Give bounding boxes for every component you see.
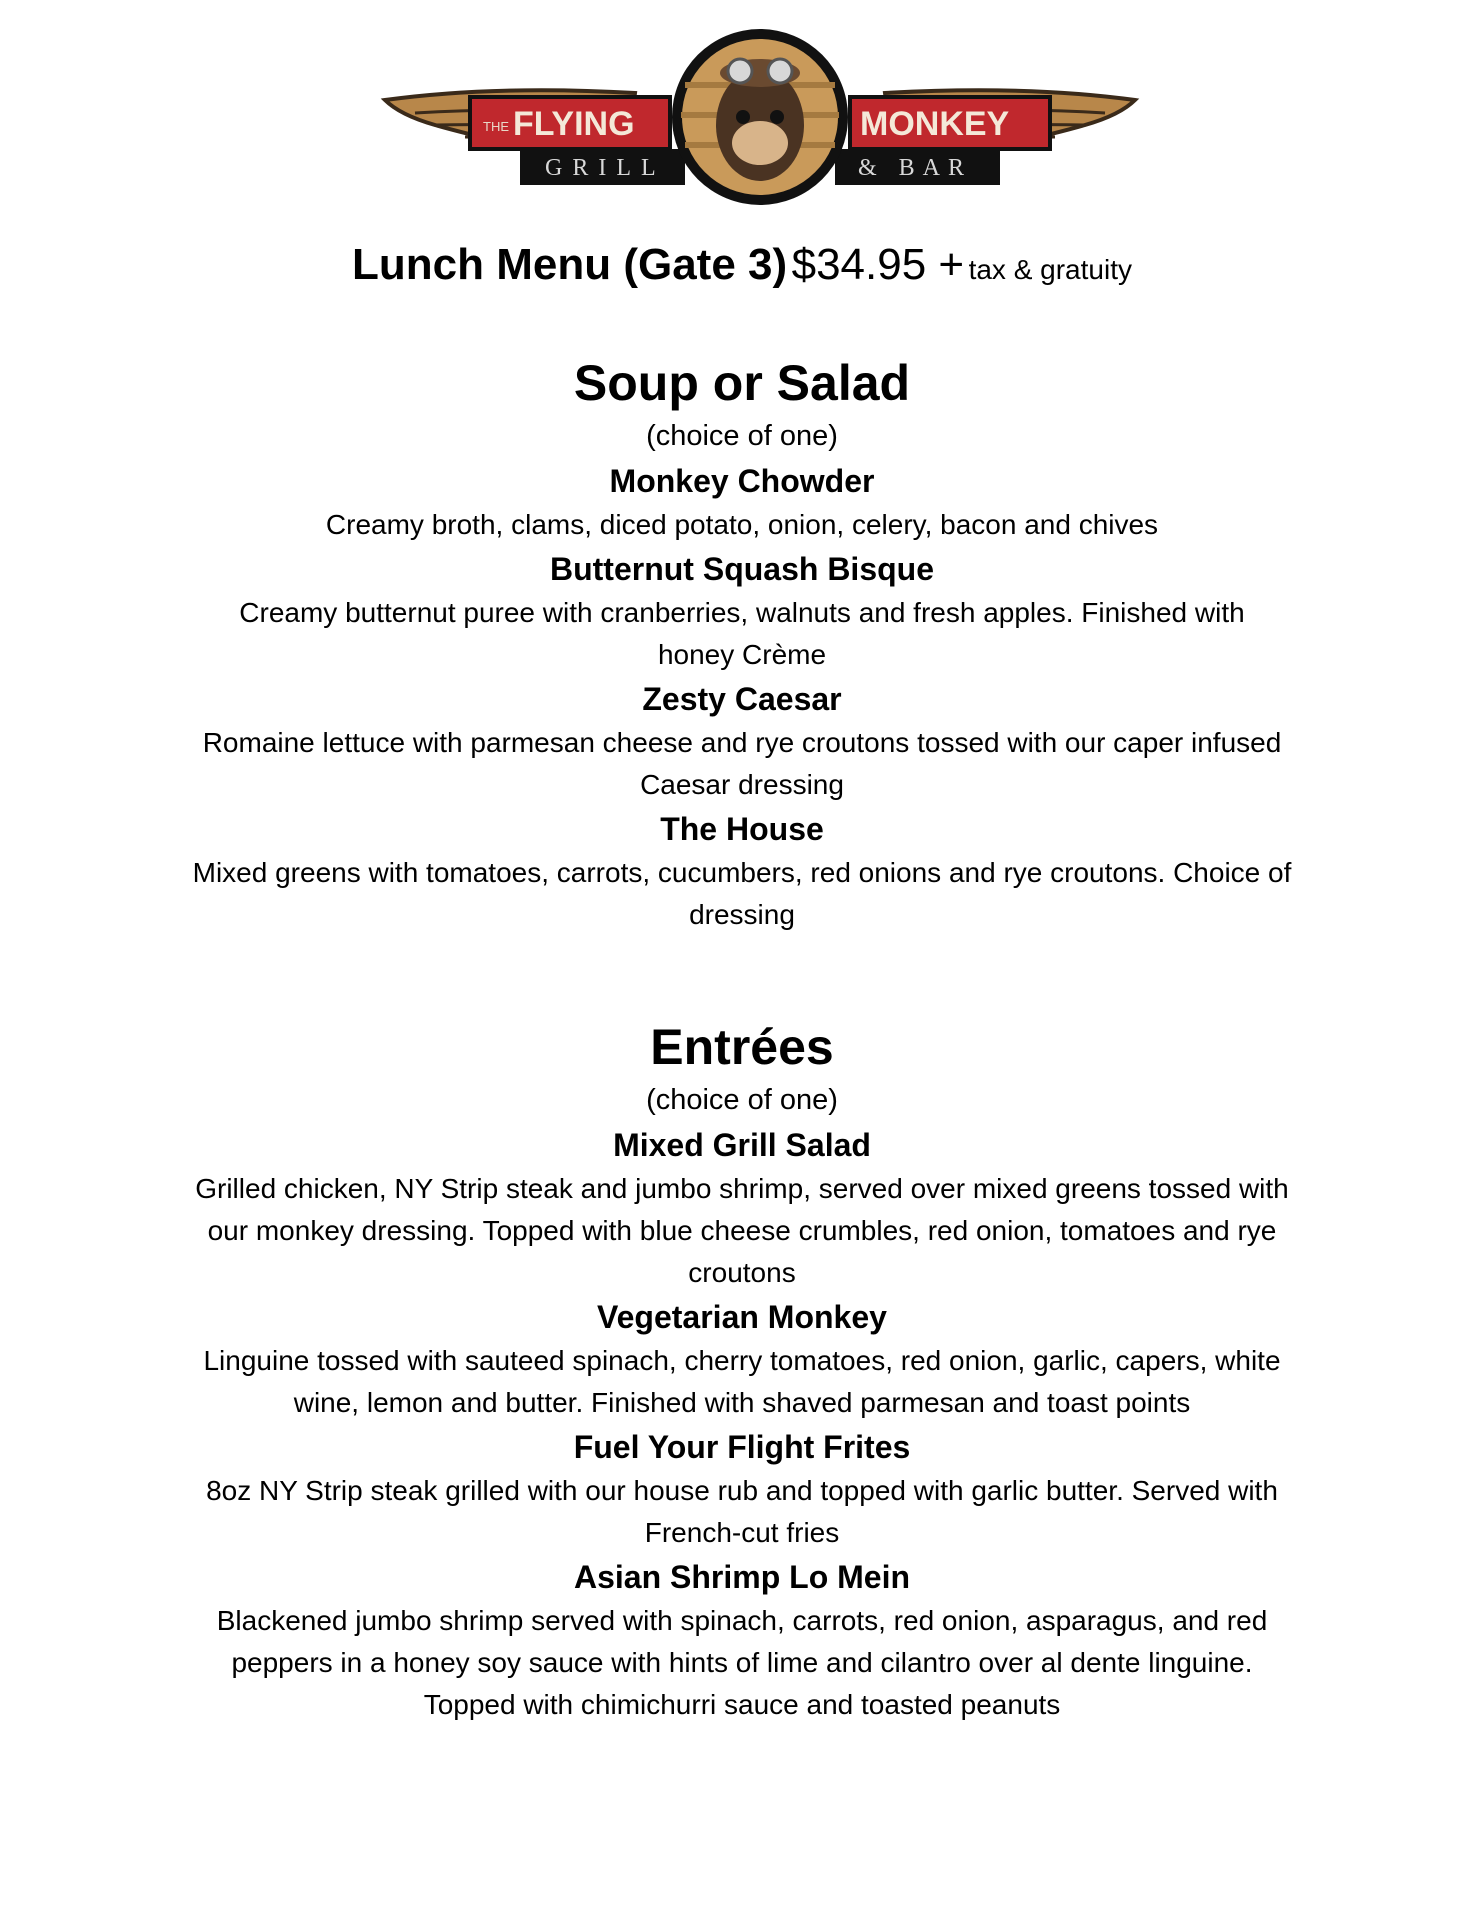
menu-item-name: Mixed Grill Salad [613, 1127, 871, 1163]
soup-salad-heading: Soup or Salad [573, 355, 911, 411]
menu-item-desc: Linguine tossed with sauteed spinach, cherry tomatoes, red onion, garlic, capers, white wine, lemon and butter. Finished with shaved parmesan and toast points [203, 1345, 1281, 1418]
menu-title [0, 240, 1484, 290]
logo-bar: & BAR [858, 155, 973, 181]
menu-item-desc: Creamy broth, clams, diced potato, onion, celery, bacon and chives [325, 509, 1159, 540]
menu-item-name: Vegetarian Monkey [597, 1299, 887, 1335]
logo-the: THE [483, 119, 509, 134]
menu-item-name: Asian Shrimp Lo Mein [573, 1559, 911, 1595]
menu-item-desc: Creamy butternut puree with cranberries, walnuts and fresh apples. Finished with honey Crème [239, 597, 1245, 670]
entrees-heading: Entrées [650, 1019, 834, 1075]
logo-grill: GRILL [545, 155, 666, 181]
logo-monkey: MONKEY [860, 105, 1010, 143]
logo-flying: FLYING [513, 105, 635, 143]
menu-item-name: Monkey Chowder [609, 463, 875, 499]
menu-price-note: tax & gratuity [968, 254, 1132, 285]
menu-item-name: Butternut Squash Bisque [549, 551, 934, 587]
entrees-section [150, 1016, 1334, 1726]
menu-item-desc: Grilled chicken, NY Strip steak and jumbo shrimp, served over mixed greens tossed with our monkey dressing. Topped with blue cheese crumbles, red onion, tomatoes and rye croutons [195, 1173, 1289, 1288]
soup-salad-choice: (choice of one) [646, 420, 838, 452]
menu-item-desc: Blackened jumbo shrimp served with spinach, carrots, red onion, asparagus, and red peppers in a honey soy sauce with hints of lime and cilantro over al dente linguine. Topped with chimichurri sauce and toasted peanuts [216, 1605, 1268, 1720]
flying-monkey-logo [375, 25, 1145, 210]
menu-item-desc: 8oz NY Strip steak grilled with our house rub and topped with garlic butter. Served with French-cut fries [206, 1475, 1278, 1548]
menu-price: $34.95 + [791, 240, 965, 289]
menu-item-name: The House [660, 811, 824, 847]
menu-item-desc: Mixed greens with tomatoes, carrots, cucumbers, red onions and rye croutons. Choice of dressing [192, 857, 1292, 930]
menu-item-name: Zesty Caesar [642, 681, 842, 717]
menu-item-name: Fuel Your Flight Frites [573, 1429, 911, 1465]
entrees-choice: (choice of one) [646, 1084, 838, 1116]
menu-title-text: Lunch Menu (Gate 3) [352, 240, 788, 289]
soup-salad-section [150, 352, 1334, 936]
menu-item-desc: Romaine lettuce with parmesan cheese and rye croutons tossed with our caper infused Caesar dressing [202, 727, 1282, 800]
